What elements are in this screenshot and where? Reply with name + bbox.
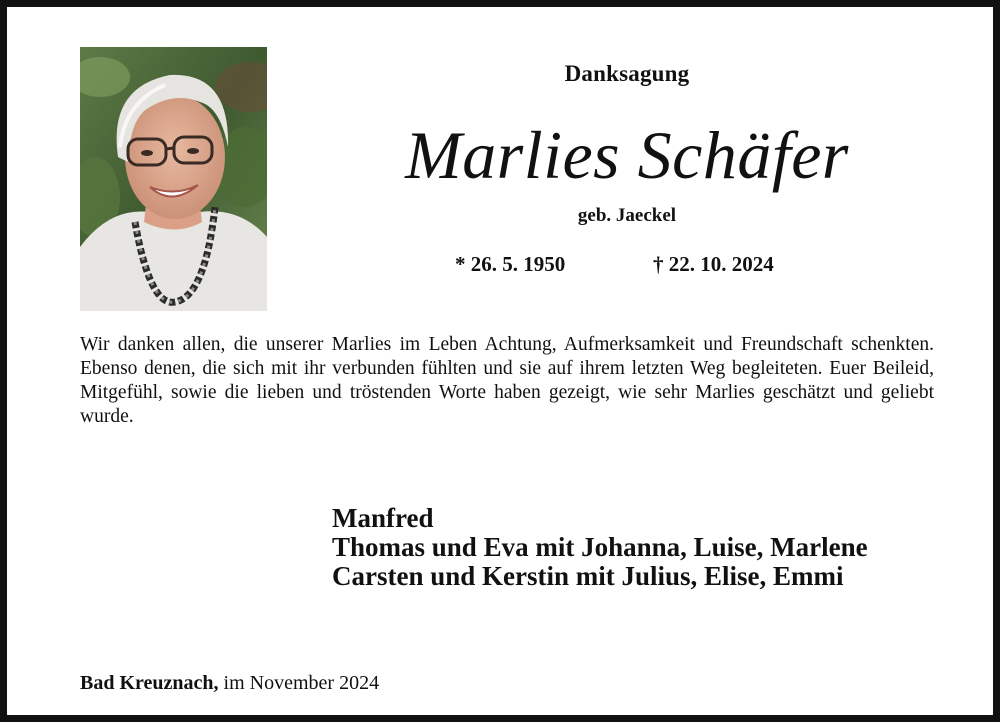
thank-you-message: Wir danken allen, die unserer Marlies im Leben Achtung, Aufmerksamkeit und Freundschaft schenkten. Ebenso denen, die sich mit ihr verbunden fühlten und sie auf ihrem letzten Weg begleiteten. Euer Beileid, Mitgefühl, sowie die lieben und tröstenden Worte haben gezeigt, wie sehr Marlies geschätzt und geliebt wurde.: [80, 334, 934, 427]
notice-date: im November 2024: [223, 672, 380, 694]
place-date-line: [80, 672, 379, 695]
portrait-image: [80, 47, 267, 311]
maiden-name: geb. Jaeckel: [577, 205, 677, 226]
family-member-line: Manfred: [332, 503, 434, 533]
birth-date: * 26. 5. 1950: [455, 252, 566, 276]
family-list: [332, 504, 868, 591]
place-name: Bad Kreuznach,: [80, 672, 219, 694]
family-member-line: Carsten und Kerstin mit Julius, Elise, Emmi: [332, 561, 844, 591]
deceased-name: Marlies Schäfer: [405, 117, 849, 193]
notice-heading: Danksagung: [564, 61, 690, 86]
portrait-photo: [80, 47, 267, 311]
death-date: † 22. 10. 2024: [653, 252, 774, 276]
family-member-line: Thomas und Eva mit Johanna, Luise, Marlene: [332, 532, 868, 562]
